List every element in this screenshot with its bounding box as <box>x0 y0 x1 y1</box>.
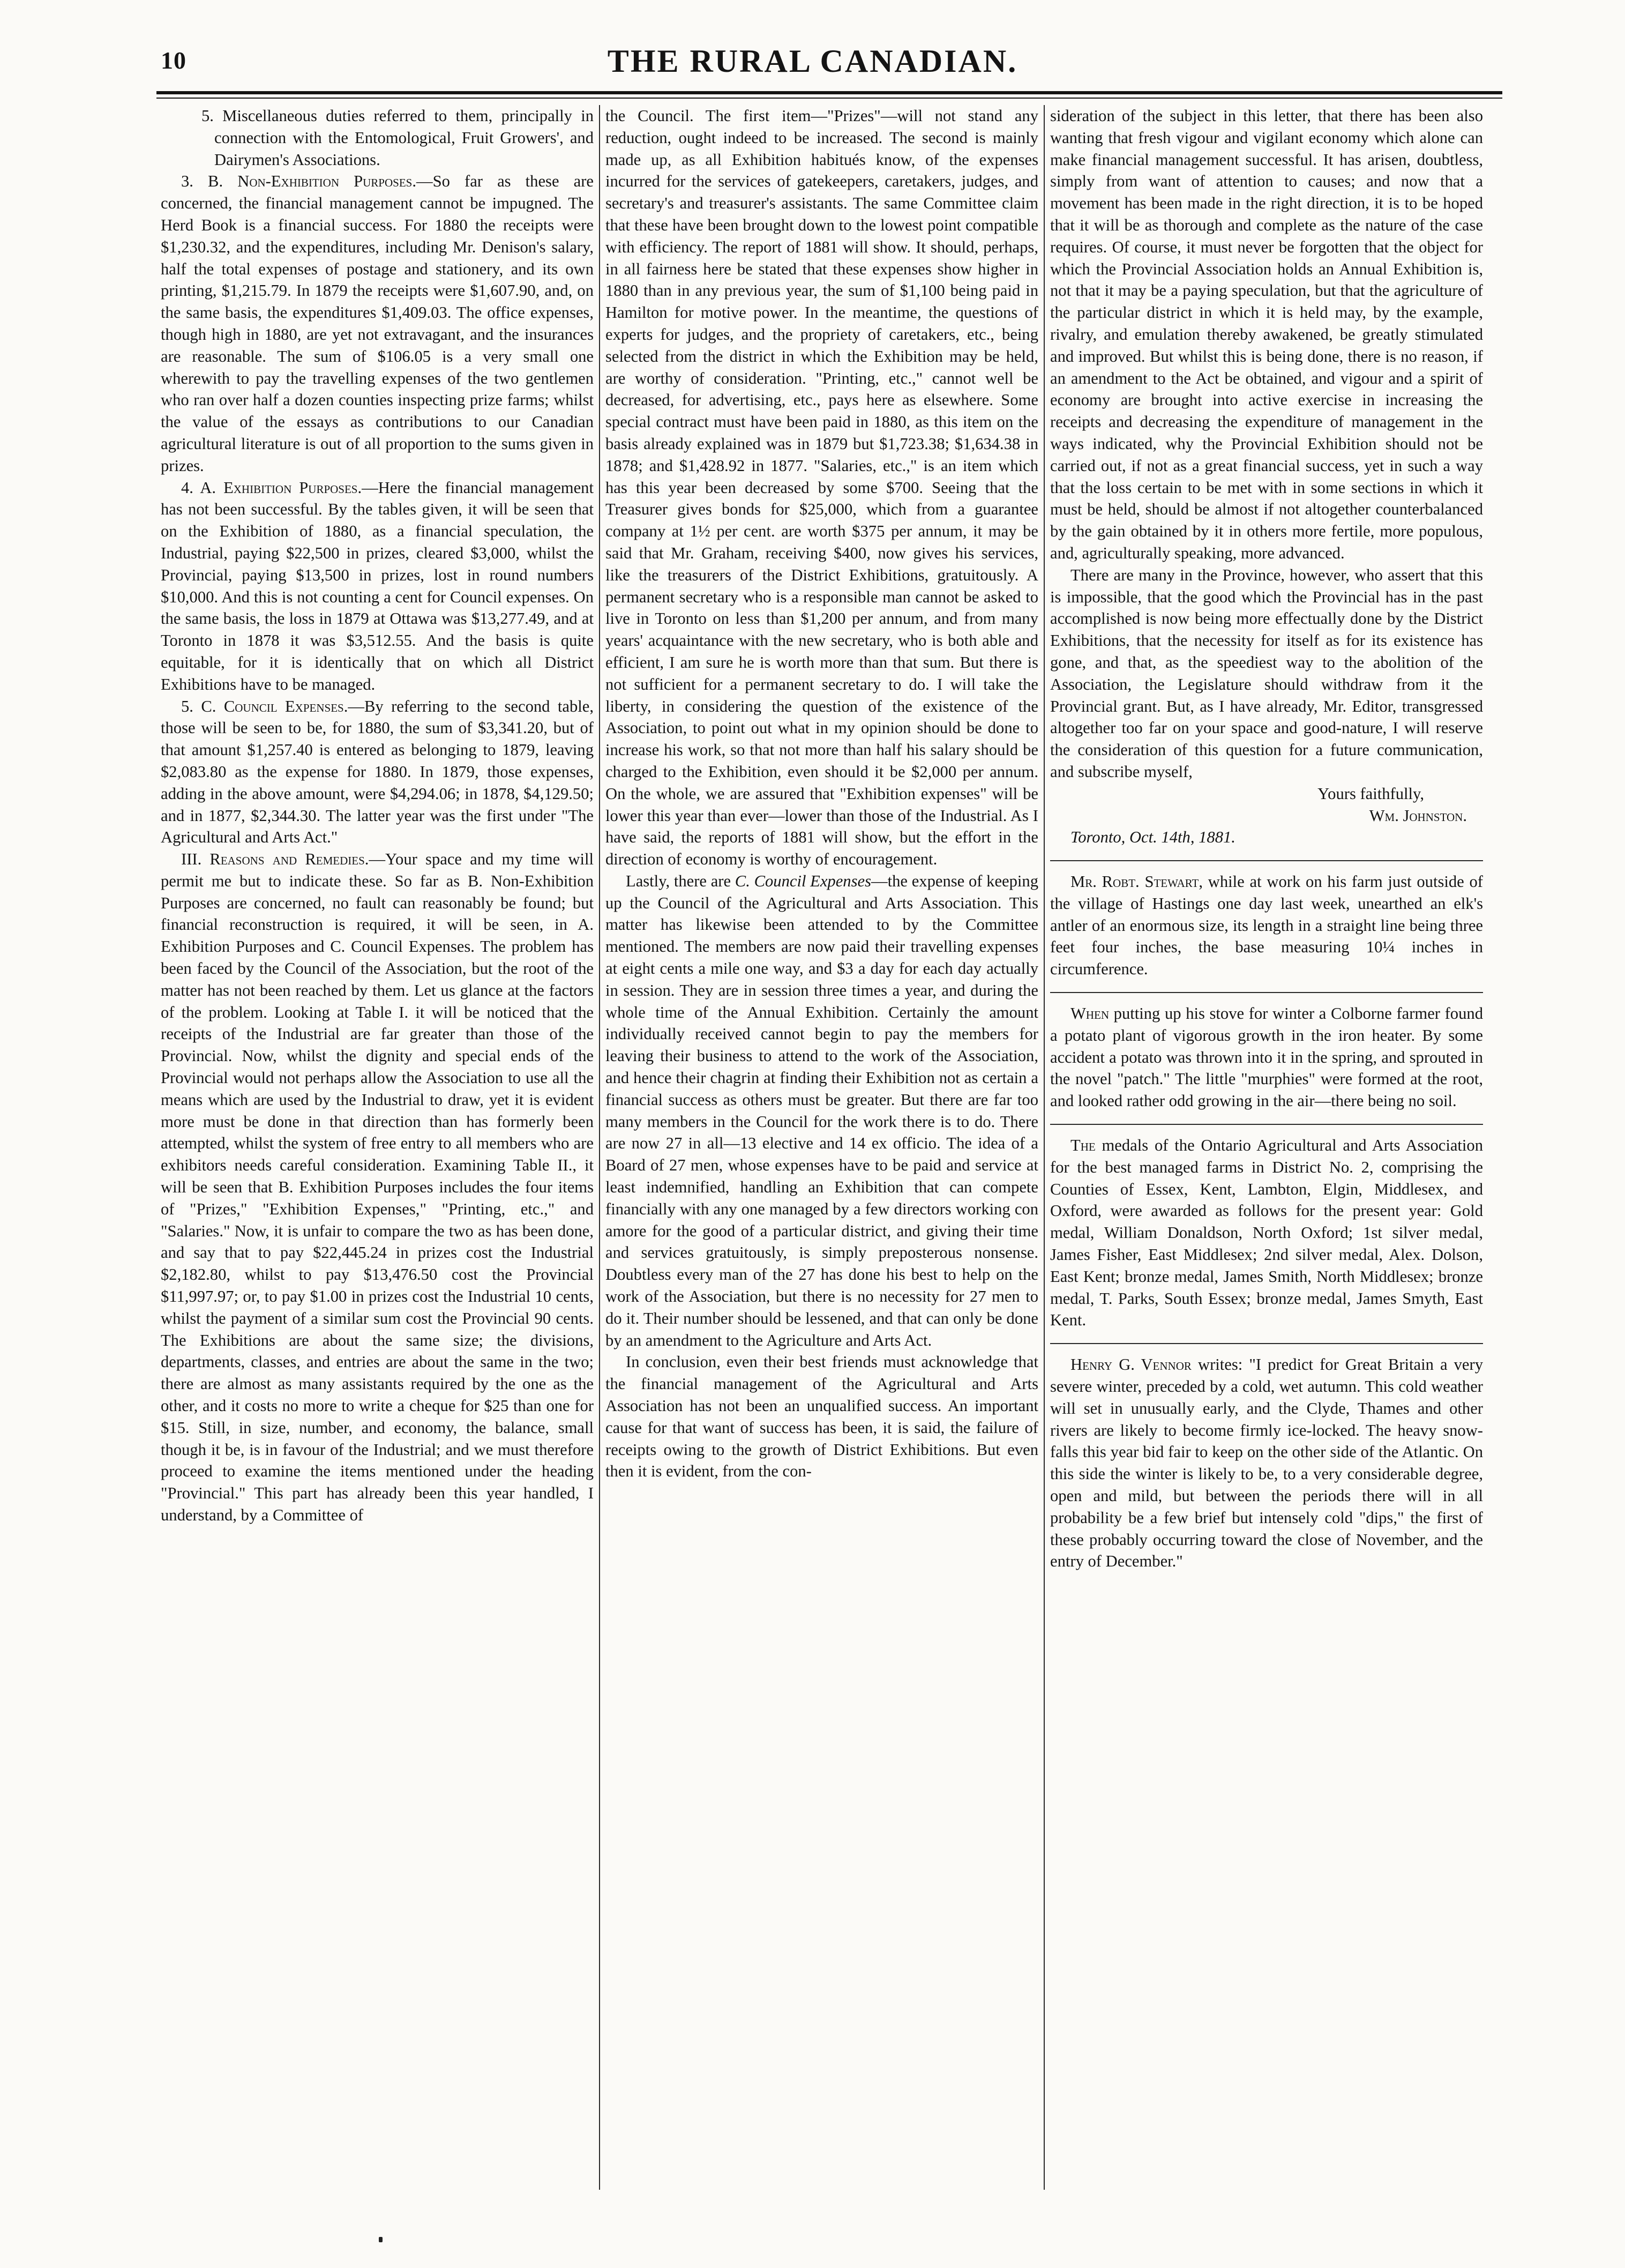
news-item-lead: Henry G. Vennor <box>1070 1355 1192 1374</box>
paragraph: 5. Miscellaneous duties referred to them, principally in connection with the Entomological, Fruit Growers', and Dairymen's Associations. <box>201 107 594 169</box>
news-item <box>1050 871 1483 980</box>
paragraph-text: —Here the financial management has not been successful. By the tables given, it will be seen that on the Exhibition of 1880, as a financial speculation, the Industrial, paying $22,500 in prizes, cleared $3,000, whilst the Provincial, paying $13,500 in prizes, lost in round numbers $10,000. And this is not counting a cent for Council expenses. On the same basis, the loss in 1879 at Ottawa was $13,277.49, and at Toronto in 1878 it was $3,512.55. And the basis is quite equitable, for it is identically that on which all District Exhibitions have to be managed. <box>161 478 594 693</box>
section-separator <box>1050 1343 1483 1344</box>
paragraph: In conclusion, even their best friends must acknowledge that the financial management of the Agricultural and Arts Association has not been an unqualified success. An important cause for that want of success has been, it is said, the failure of receipts owing to the growth of District Exhibitions. But even then it is evident, from the con- <box>605 1353 1038 1481</box>
print-mark <box>379 2237 383 2242</box>
paragraph: the Council. The first item—"Prizes"—will not stand any reduction, ought indeed to be increased. The second is mainly made up, as all Exhibition habitués know, of the expenses incurred for the services of gatekeepers, caretakers, judges, and secretary's and treasurer's assistants. The same Committee claim that these have been brought down to the lowest point compatible with efficiency. The report of 1881 will show. It should, perhaps, in all fairness here be stated that these expenses show higher in 1880 than in any previous year, the sum of $1,100 being paid in Hamilton for motive power. In the meantime, the questions of experts for judges, and the propriety of caretakers, etc., being selected from the district in which the Exhibition may be held, are worthy of consideration. "Printing, etc.," cannot well be decreased, for advertising, etc., pays here as elsewhere. Some special contract must have been paid in 1880, as this item on the basis already explained was in 1879 but $1,723.38; $1,634.38 in 1878; and $1,428.92 in 1877. "Salaries, etc.," is an item which has this year been decreased by some $700. Seeing that the Treasurer gives bonds for $25,000, which from a guarantee company at 1½ per cent. are worth $375 per annum, it may be said that Mr. Graham, receiving $400, now gives his services, like the treasurers of the District Exhibitions, gratuitously. A permanent secretary who is a responsible man cannot be asked to live in Toronto on less than $1,200 per annum, and from many years' acquaintance with the new secretary, who is both able and efficient, I am sure he is worth more than that sum. But there is not sufficient for a permanent secretary to do. I will take the liberty, in considering the question of the existence of the Association, to point out what in my opinion should be done to increase his work, so that not more than half his salary should be charged to the Exhibition, even should it be $2,000 per annum. On the whole, we are assured that "Exhibition expenses" will be lower this year than ever—lower than those of the Industrial. As I have said, the reports of 1881 will show, but the effort in the direction of economy is worthy of encouragement. <box>605 107 1038 869</box>
paragraph <box>161 477 594 696</box>
news-item-lead: The <box>1070 1136 1096 1155</box>
news-item <box>1050 1003 1483 1112</box>
news-item-text: putting up his stove for winter a Colborne farmer found a potato plant of vigorous growth in the iron heater. By some accident a potato was thrown into it in the spring, and sprouted in the novel "patch." The little "murphies" were formed at the root, and looked rather odd growing in the air—there being no soil. <box>1050 1004 1483 1110</box>
paragraph-text: —By referring to the second table, those will be seen to be, for 1880, the sum of $3,341.20, but of that amount $1,257.40 is entered as belonging to 1879, leaving $2,083.80 as the expense for 1880. In 1879, those expenses, adding in the above amount, were $4,294.06; in 1878, $4,129.50; and in 1877, $2,344.30. The latter year was the first under "The Agricultural and Arts Act." <box>161 697 594 847</box>
page-title: THE RURAL CANADIAN. <box>607 43 1018 79</box>
section-separator <box>1050 1124 1483 1125</box>
section-separator <box>1050 860 1483 861</box>
letter-closing: Yours faithfully, <box>1317 784 1424 803</box>
header-rule-heavy <box>156 91 1502 94</box>
paragraph <box>161 170 594 476</box>
section-heading: III. Reasons and Remedies. <box>181 850 369 869</box>
paragraph-text: —the expense of keeping up the Council of the Agricultural and Arts Association. This matter has likewise been attended to by the Committee mentioned. The members are now paid their travelling expenses at eight cents a mile one way, and $3 a day for each day actually in session. They are in session three times a year, and during the whole time of the Annual Exhibition. Certainly the amount individually received cannot begin to pay the members for leaving their business to attend to the work of the Association, and hence their chagrin at finding their Exhibition not as certain a financial success as others must be greater. But there are far too many members in the Council for the work there is to do. There are now 27 in all—13 elective and 14 ex officio. The idea of a Board of 27 men, whose expenses have to be paid and service at least indemnified, handling an Exhibition that can compete financially with any one managed by a few directors working con amore for the good of a particular district, and giving their time and services gratuitously, is simply preposterous nonsense. Doubtless every man of the 27 has done his best to help on the work of the Association, but there is no necessity for 27 men to do it. Their number should be lessened, and that can only be done by an amendment to the Agriculture and Arts Act. <box>605 871 1038 1349</box>
paragraph-text: —So far as these are concerned, the financial management cannot be impugned. The Herd Book is a financial success. For 1880 the receipts were $1,230.32, and the expenditures, including Mr. Denison's salary, half the total expenses of postage and stationery, and its own printing, $1,215.79. In 1879 the receipts were $1,607.90, and, on the same basis, the expenditures $1,409.03. The office expenses, though high in 1880, are yet not extravagant, and the insurances are reasonable. The sum of $106.05 is a very small one wherewith to pay the travelling expenses of the two gentlemen who ran over half a dozen counties inspecting prize farms; whilst the value of the essays as contributions to our Canadian agricultural literature is out of all proportion to the sums given in prizes. <box>161 172 594 475</box>
news-item <box>1050 1135 1483 1331</box>
news-item-text: while at work on his farm just outside of the village of Hastings one day last week, unearthed an elk's antler of an enormous size, its length in a straight line being three feet four inches, the base measuring 10¼ inches in circumference. <box>1050 872 1483 979</box>
column-left <box>161 105 594 2217</box>
letter-signature: Wm. Johnston. <box>1369 806 1467 825</box>
letter-dateline: Toronto, Oct. 14th, 1881. <box>1070 828 1235 847</box>
paragraph <box>161 848 594 1526</box>
paragraph <box>161 696 594 849</box>
header-rule-light <box>156 98 1502 99</box>
news-item-lead: Mr. Robt. Stewart, <box>1070 872 1203 891</box>
news-item <box>1050 1354 1483 1572</box>
news-item-text: writes: "I predict for Great Britain a very severe winter, preceded by a cold, wet autumn. This cold weather will set in unusually early, and the Clyde, Thames and other rivers are likely to become firmly ice-locked. The heavy snow-falls this year bid fair to keep on the other side of the Atlantic. On this side the winter is likely to be, to a very considerable degree, open and mild, but between the periods there will in all probability be a few brief but intensely cold "dips," the first of these probably occurring toward the close of November, and the entry of December." <box>1050 1355 1483 1571</box>
column-middle <box>605 105 1038 2217</box>
emphasis: C. Council Expenses <box>735 871 871 890</box>
paragraph-text: Lastly, there are <box>626 871 735 890</box>
column-divider <box>1044 105 1045 2190</box>
page-number: 10 <box>161 47 186 74</box>
section-heading: 5. C. Council Expenses. <box>181 697 348 715</box>
section-heading: 3. B. Non-Exhibition Purposes. <box>181 172 416 191</box>
section-heading: 4. A. Exhibition Purposes. <box>181 478 362 497</box>
column-divider <box>599 105 600 2190</box>
news-item-lead: When <box>1070 1004 1110 1023</box>
column-right <box>1050 105 1483 2217</box>
section-separator <box>1050 992 1483 993</box>
paragraph: There are many in the Province, however, who assert that this is impossible, that the good which the Provincial has in the past accomplished is now being more effectually done by the District Exhibitions, that the necessity for itself as for its existence has gone, and that, as the speediest way to the abolition of the Association, the Legislature should withdraw from it the Provincial grant. But, as I have already, Mr. Editor, transgressed altogether too far on your space and good-nature, I will reserve the consideration of this question for a future communication, and subscribe myself, <box>1050 565 1483 781</box>
paragraph: sideration of the subject in this letter, that there has been also wanting that fresh vigour and vigilant economy which alone can make financial management successful. It has arisen, doubtless, simply from want of attention to causes; and now that a movement has been made in the right direction, it is to be hoped that it will be as thorough and complete as the nature of the case requires. Of course, it must never be forgotten that the object for which the Provincial Association holds an Annual Exhibition is, not that it may be a paying speculation, but that the agriculture of the particular district in which it is held may, by the example, rivalry, and emulation thereby awakened, be greatly stimulated and improved. But whilst this is being done, there is no reason, if an amendment to the Act be obtained, and vigour and a spirit of economy are brought into active exercise in increasing the receipts and decreasing the expenditure of management in the ways indicated, why the Provincial Exhibition should not be carried out, if not as a great financial success, yet in such a way that the loss certain to be met with in some sections in which it must be held, should be almost if not altogether counterbalanced by the gain obtained by it in others more fertile, more populous, and, agriculturally speaking, more advanced. <box>1050 107 1483 562</box>
paragraph-text: —Your space and my time will permit me but to indicate these. So far as B. Non-Exhibition Purposes are concerned, no fault can reasonably be found; but financial reconstruction is required, it will be seen, in A. Exhibition Purposes and C. Council Expenses. The problem has been faced by the Council of the Association, but the root of the matter has not been reached by them. Let us glance at the factors of the problem. Looking at Table I. it will be noticed that the receipts of the Industrial are far greater than those of the Provincial. Now, whilst the dignity and special ends of the Provincial would not perhaps allow the Association to use all the means which are used by the Industrial to draw, yet it is evident more must be done in that direction than has formerly been attempted, whilst the system of free entry to all members who are exhibitors needs careful consideration. Examining Table II., it will be seen that B. Exhibition Purposes includes the four items of "Prizes," "Exhibition Expenses," "Printing, etc.," and "Salaries." Now, it is unfair to compare the two as has been done, and say that to pay $22,445.24 in prizes cost the Industrial $2,182.80, whilst to pay $13,476.50 cost the Provincial $11,997.97; or, to pay $1.00 in prizes cost the Industrial 10 cents, whilst the payment of a similar sum cost the Provincial 90 cents. The Exhibitions are about the same size; the divisions, departments, classes, and entries are about the same in the two; there are almost as many assistants required by the one as the other, and it costs no more to write a cheque for $25 than one for $15. Still, in size, number, and economy, the balance, small though it be, is in favour of the Industrial; and we must therefore proceed to examine the items mentioned under the heading "Provincial." This part has already been this year handled, I understand, by a Committee of <box>161 850 594 1524</box>
paragraph <box>605 870 1038 1352</box>
news-item-text: medals of the Ontario Agricultural and Arts Association for the best managed farms in District No. 2, comprising the Counties of Essex, Kent, Lambton, Elgin, Middlesex, and Oxford, were awarded as follows for the present year: Gold medal, William Donaldson, North Oxford; 1st silver medal, James Fisher, East Middlesex; 2nd silver medal, Alex. Dolson, East Kent; bronze medal, James Smith, North Middlesex; bronze medal, T. Parks, South Essex; bronze medal, James Smyth, East Kent. <box>1050 1136 1483 1330</box>
